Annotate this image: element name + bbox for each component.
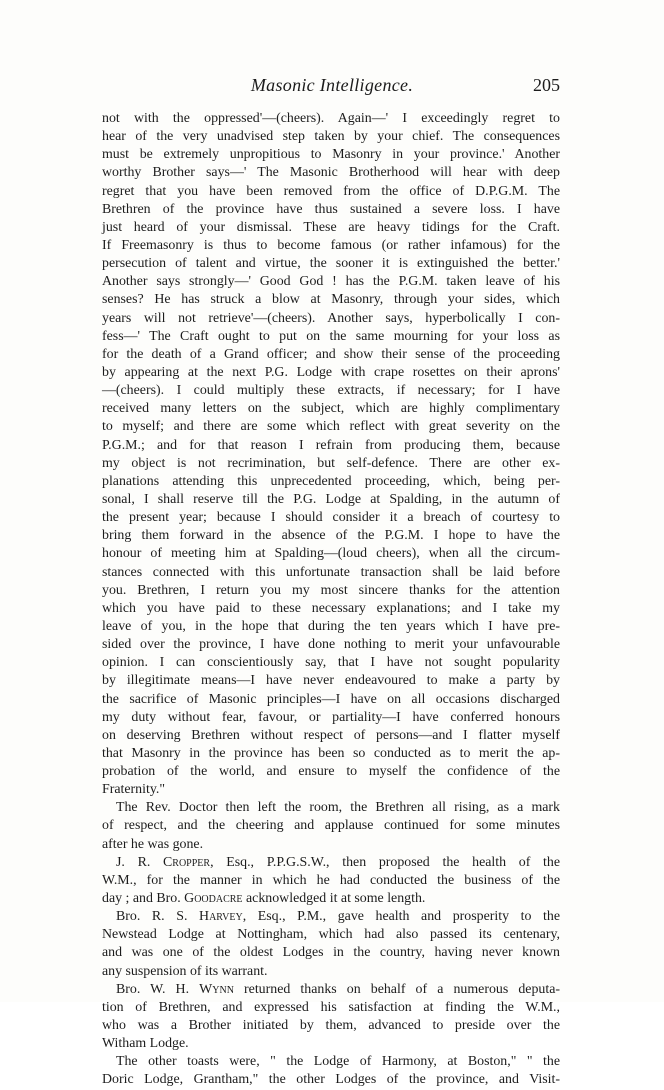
text-line: on deserving Brethren without respect of persons—and I flatter myself	[102, 727, 560, 743]
text-line: my duty without fear, favour, or partiality—I have conferred honours	[102, 709, 560, 725]
text-line: Fraternity."	[102, 782, 166, 798]
text-line: after he was gone.	[102, 836, 204, 852]
person-name: Wynn	[199, 981, 234, 997]
text-line: Brethren of the province have thus sustained a severe loss. I have	[102, 201, 560, 217]
text-line: fess—' The Craft ought to put on the same mourning for your loss as	[102, 328, 560, 344]
text-line: worthy Brother says—' The Masonic Brotherhood will hear with deep	[102, 165, 560, 181]
person-name: Cropper	[163, 854, 211, 870]
text-line: any suspension of its warrant.	[102, 963, 268, 979]
text-line: stances connected with this unfortunate transaction shall be laid before	[102, 564, 560, 580]
text-run: , Esq., P.P.G.S.W., then proposed the health of the	[210, 854, 560, 870]
text-line: If Freemasonry is thus to become famous (or rather infamous) for the	[102, 237, 560, 253]
text-line: must be extremely unpropitious to Masonry in your province.' Another	[102, 147, 560, 163]
text-line: by appearing at the next P.G. Lodge with crape rosettes on their aprons'	[102, 364, 560, 380]
text-line: sonal, I shall reserve till the P.G. Lodge at Spalding, in the autumn of	[102, 491, 560, 507]
text-line: the sacrifice of Masonic principles—I have on all occasions discharged	[102, 691, 560, 707]
text-line: you. Brethren, I return you my most sincere thanks for the attention	[102, 582, 560, 598]
text-line: and was one of the oldest Lodges in the country, having never known	[102, 945, 560, 961]
text-line: for the death of a Grand officer; and show their sense of the proceeding	[102, 346, 560, 362]
text-line: not with the oppressed'—(cheers). Again—' I exceedingly regret to	[102, 111, 560, 126]
text-line	[102, 854, 560, 872]
text-line: The other toasts were, " the Lodge of Harmony, at Boston," " the	[116, 1054, 560, 1070]
text-line: persecution of talent and virtue, the sooner it is extinguished the better.'	[102, 256, 560, 272]
text-line: the present year; because I should consider it a breach of courtesy to	[102, 510, 560, 526]
text-line: —(cheers). I could multiply these extracts, if necessary; for I have	[102, 383, 560, 399]
text-line: senses? He has struck a blow at Masonry, through your sides, which	[102, 292, 560, 308]
text-line: leave of you, in the hope that during the ten years which I have pre-	[102, 618, 560, 634]
text-line: planations attending this unprecedented proceeding, which, being per-	[102, 473, 560, 489]
text-line: just heard of your dismissal. These are heavy tidings for the Craft.	[102, 219, 560, 235]
person-name: Goodacre	[184, 891, 243, 907]
text-line: Witham Lodge.	[102, 1036, 189, 1052]
text-run: acknowledged it at some length.	[242, 891, 426, 907]
text-line: of respect, and the cheering and applause continued for some minutes	[102, 818, 560, 834]
person-name: Harvey	[199, 909, 243, 925]
running-head	[104, 75, 560, 97]
text-line: received many letters on the subject, which are highly complimentary	[102, 401, 560, 417]
text-line: Doric Lodge, Grantham," the other Lodges of the province, and Visit-	[102, 1072, 560, 1088]
text-line: P.G.M.; and for that reason I refrain from producing them, because	[102, 437, 560, 453]
text-line: who was a Brother initiated by them, advanced to preside over the	[102, 1018, 560, 1034]
text-line: bring them forward in the absence of the P.G.M. I hope to have the	[102, 528, 560, 544]
text-run: Bro. R. S.	[116, 909, 200, 925]
body-text	[102, 110, 560, 1090]
text-line	[102, 908, 560, 926]
text-line: opinion. I can conscientiously say, that I have not sought popularity	[102, 655, 560, 671]
text-line: my object is not recrimination, but self-defence. There are other ex-	[102, 455, 560, 471]
text-run: J. R.	[116, 854, 164, 870]
text-run: returned thanks on behalf of a numerous deputa-	[233, 981, 560, 997]
text-line: probation of the world, and ensure to myself the confidence of the	[102, 764, 560, 780]
text-line: that Masonry in the province has been so conducted as to merit the ap-	[102, 745, 560, 761]
text-run: , Esq., P.M., gave health and prosperity to the	[242, 909, 560, 925]
text-line: which you have paid to these necessary explanations; and I take my	[102, 600, 560, 616]
text-line: Newstead Lodge at Nottingham, which had also passed its centenary,	[102, 927, 560, 943]
text-line: hear of the very unadvised step taken by your chief. The consequences	[102, 129, 560, 145]
text-run: day ; and Bro.	[102, 891, 185, 907]
text-run: Bro. W. H.	[116, 981, 200, 997]
text-line: Another says strongly—' Good God ! has the P.G.M. taken leave of his	[102, 274, 560, 290]
text-line: years will not retrieve'—(cheers). Another says, hyperbolically I con-	[102, 310, 560, 326]
text-line: The Rev. Doctor then left the room, the Brethren all rising, as a mark	[116, 800, 560, 816]
text-line	[102, 890, 560, 908]
text-line	[102, 981, 560, 999]
text-line: honour of meeting him at Spalding—(loud cheers), when all the circum-	[102, 546, 560, 562]
text-line: by illegitimate means—I have never endeavoured to make a party by	[102, 673, 560, 689]
page-number: 205	[533, 75, 560, 95]
text-line: tion of Brethren, and expressed his satisfaction at finding the W.M.,	[102, 999, 560, 1015]
text-line: to myself; and there are some which reflect with great severity on the	[102, 419, 560, 435]
running-title: Masonic Intelligence.	[250, 75, 414, 95]
text-line: W.M., for the manner in which he had conducted the business of the	[102, 872, 560, 888]
text-line: sided over the province, I have done nothing to merit your unfavourable	[102, 637, 560, 653]
text-line: regret that you have been removed from the office of D.P.G.M. The	[102, 183, 560, 199]
